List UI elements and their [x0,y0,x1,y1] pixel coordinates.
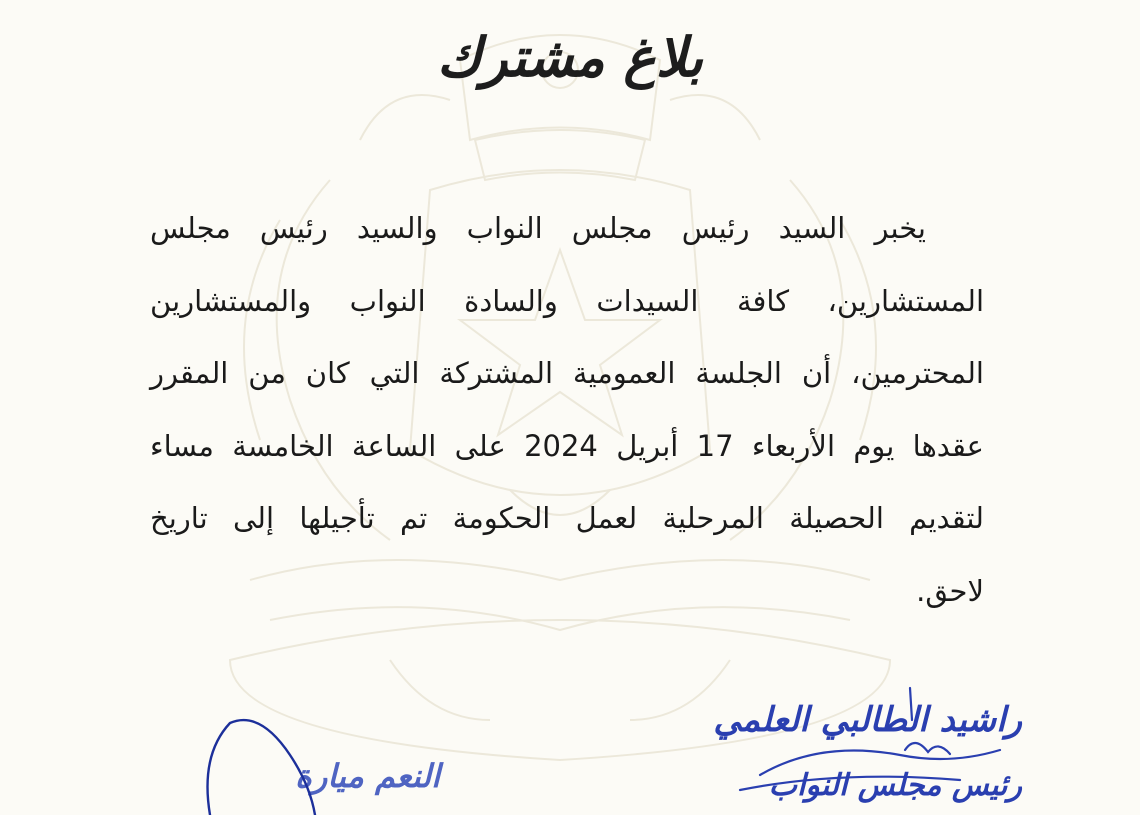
signatory-name-left: النعم ميارة [295,757,440,795]
announcement-body [150,192,984,628]
body-line-6: لاحق. [916,573,984,608]
signatory-name-right: راشيد الطالبي العلمي [713,700,1022,740]
signatory-role-right: رئيس مجلس النواب [768,768,1022,803]
signature-block-left [150,748,440,804]
document-title: بلاغ مشترك [437,26,703,89]
signature-block-right [702,690,1022,812]
body-line-1: يخبر السيد رئيس مجلس النواب والسيد رئيس مجلس [150,211,926,245]
body-line-3: المحترمين، أن الجلسة العمومية المشتركة التي كان من المقرر [150,356,984,391]
body-line-4: عقدها يوم الأربعاء 17 أبريل 2024 على الساعة الخامسة مساء [150,428,984,463]
body-line-5: لتقديم الحصيلة المرحلية لعمل الحكومة تم تأجيلها إلى تاريخ [150,501,984,536]
body-line-2: المستشارين، كافة السيدات والسادة النواب والمستشارين [150,283,984,318]
